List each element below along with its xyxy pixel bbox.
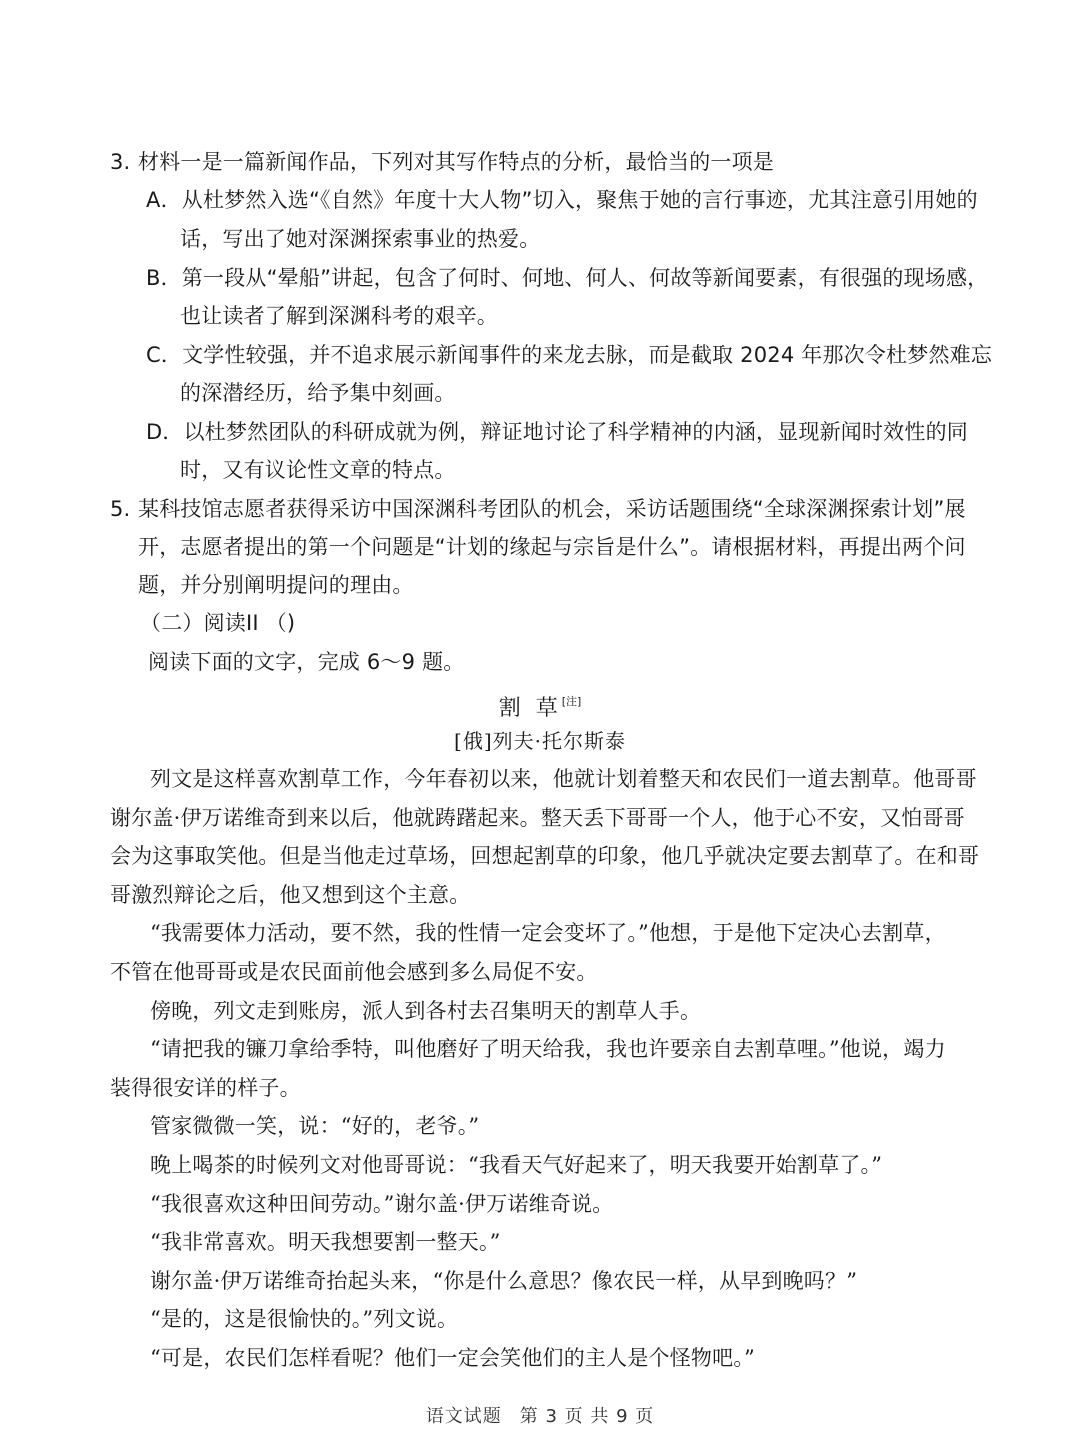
story-line: 傍晚，列文走到账房，派人到各村去召集明天的割草人手。 xyxy=(150,999,702,1023)
story-title-note: [注] xyxy=(561,695,582,708)
question-5-line2: 开，志愿者提出的第一个问题是“计划的缘起与宗旨是什么”。请根据材料，再提出两个问 xyxy=(138,535,966,559)
story-title-text: 割 草 xyxy=(498,696,562,721)
option-a-line1: A．从杜梦然入选“《自然》年度十大人物”切入，聚焦于她的言行事迹，尤其注意引用她的 xyxy=(146,188,978,212)
question-3-stem: 材料一是一篇新闻作品，下列对其写作特点的分析，最恰当的一项是 xyxy=(138,150,774,174)
option-c-line1: C．文学性较强，并不追求展示新闻事件的来龙去脉，而是截取 2024 年那次令杜梦然难忘 xyxy=(146,343,993,367)
question-5-line3: 题，并分别阐明提问的理由。 xyxy=(138,573,414,597)
option-a-line2: 话，写出了她对深渊探索事业的热爱。 xyxy=(180,227,541,251)
story-line: “请把我的镰刀拿给季特，叫他磨好了明天给我，我也许要亲自去割草哩。”他说，竭力 xyxy=(150,1037,946,1061)
story-line: “可是，农民们怎样看呢？他们一定会笑他们的主人是个怪物吧。” xyxy=(150,1346,755,1370)
story-line: “我很喜欢这种田间劳动。”谢尔盖·伊万诺维奇说。 xyxy=(150,1192,614,1216)
story-line: 会为这事取笑他。但是当他走过草场，回想起割草的印象，他几乎就决定要去割草了。在和哥 xyxy=(110,844,980,868)
question-5-number: 5. xyxy=(110,497,131,521)
option-d-line2: 时，又有议论性文章的特点。 xyxy=(180,458,456,482)
question-5-line1: 某科技馆志愿者获得采访中国深渊科考团队的机会，采访话题围绕“全球深渊探索计划”展 xyxy=(138,497,966,521)
story-line: “我非常喜欢。明天我想要割一整天。” xyxy=(150,1230,501,1254)
option-d-line1: D．以杜梦然团队的科研成就为例，辩证地讨论了科学精神的内涵，显现新闻时效性的同 xyxy=(146,420,968,444)
section-heading: （二）阅读II （) xyxy=(140,611,296,635)
story-author: [俄]列夫·托尔斯泰 xyxy=(454,729,626,753)
story-line: 不管在他哥哥或是农民面前他会感到多么局促不安。 xyxy=(110,960,598,984)
footer-subject: 语文试题 xyxy=(425,1406,502,1427)
story-line: “是的，这是很愉快的。”列文说。 xyxy=(150,1307,459,1331)
footer-page-number: 第 3 页 共 9 页 xyxy=(519,1406,655,1427)
option-b-line2: 也让读者了解到深渊科考的艰辛。 xyxy=(180,304,498,328)
option-b-line1: B．第一段从“晕船”讲起，包含了何时、何地、何人、何故等新闻要素，有很强的现场感， xyxy=(146,266,989,290)
story-title xyxy=(0,688,1080,723)
story-line: 装得很安详的样子。 xyxy=(110,1076,301,1100)
option-c-line2: 的深潜经历，给予集中刻画。 xyxy=(180,381,456,405)
story-line: 晚上喝茶的时候列文对他哥哥说：“我看天气好起来了，明天我要开始割草了。” xyxy=(150,1153,883,1177)
story-line: 哥激烈辩论之后，他又想到这个主意。 xyxy=(110,883,471,907)
story-line: 谢尔盖·伊万诺维奇到来以后，他就踌躇起来。整天丢下哥哥一个人，他于心不安，又怕哥哥 xyxy=(110,806,965,830)
story-line: “我需要体力活动，要不然，我的性情一定会变坏了。”他想，于是他下定决心去割草， xyxy=(150,921,946,945)
story-line: 谢尔盖·伊万诺维奇抬起头来，“你是什么意思？像农民一样，从早到晚吗？” xyxy=(150,1269,858,1293)
page-footer xyxy=(0,1403,1080,1431)
story-line: 列文是这样喜欢割草工作，今年春初以来，他就计划着整天和农民们一道去割草。他哥哥 xyxy=(150,767,977,791)
section-instruction: 阅读下面的文字，完成 6～9 题。 xyxy=(148,650,465,674)
question-3-number: 3. xyxy=(110,150,131,174)
story-line: 管家微微一笑，说：“好的，老爷。” xyxy=(150,1114,480,1138)
